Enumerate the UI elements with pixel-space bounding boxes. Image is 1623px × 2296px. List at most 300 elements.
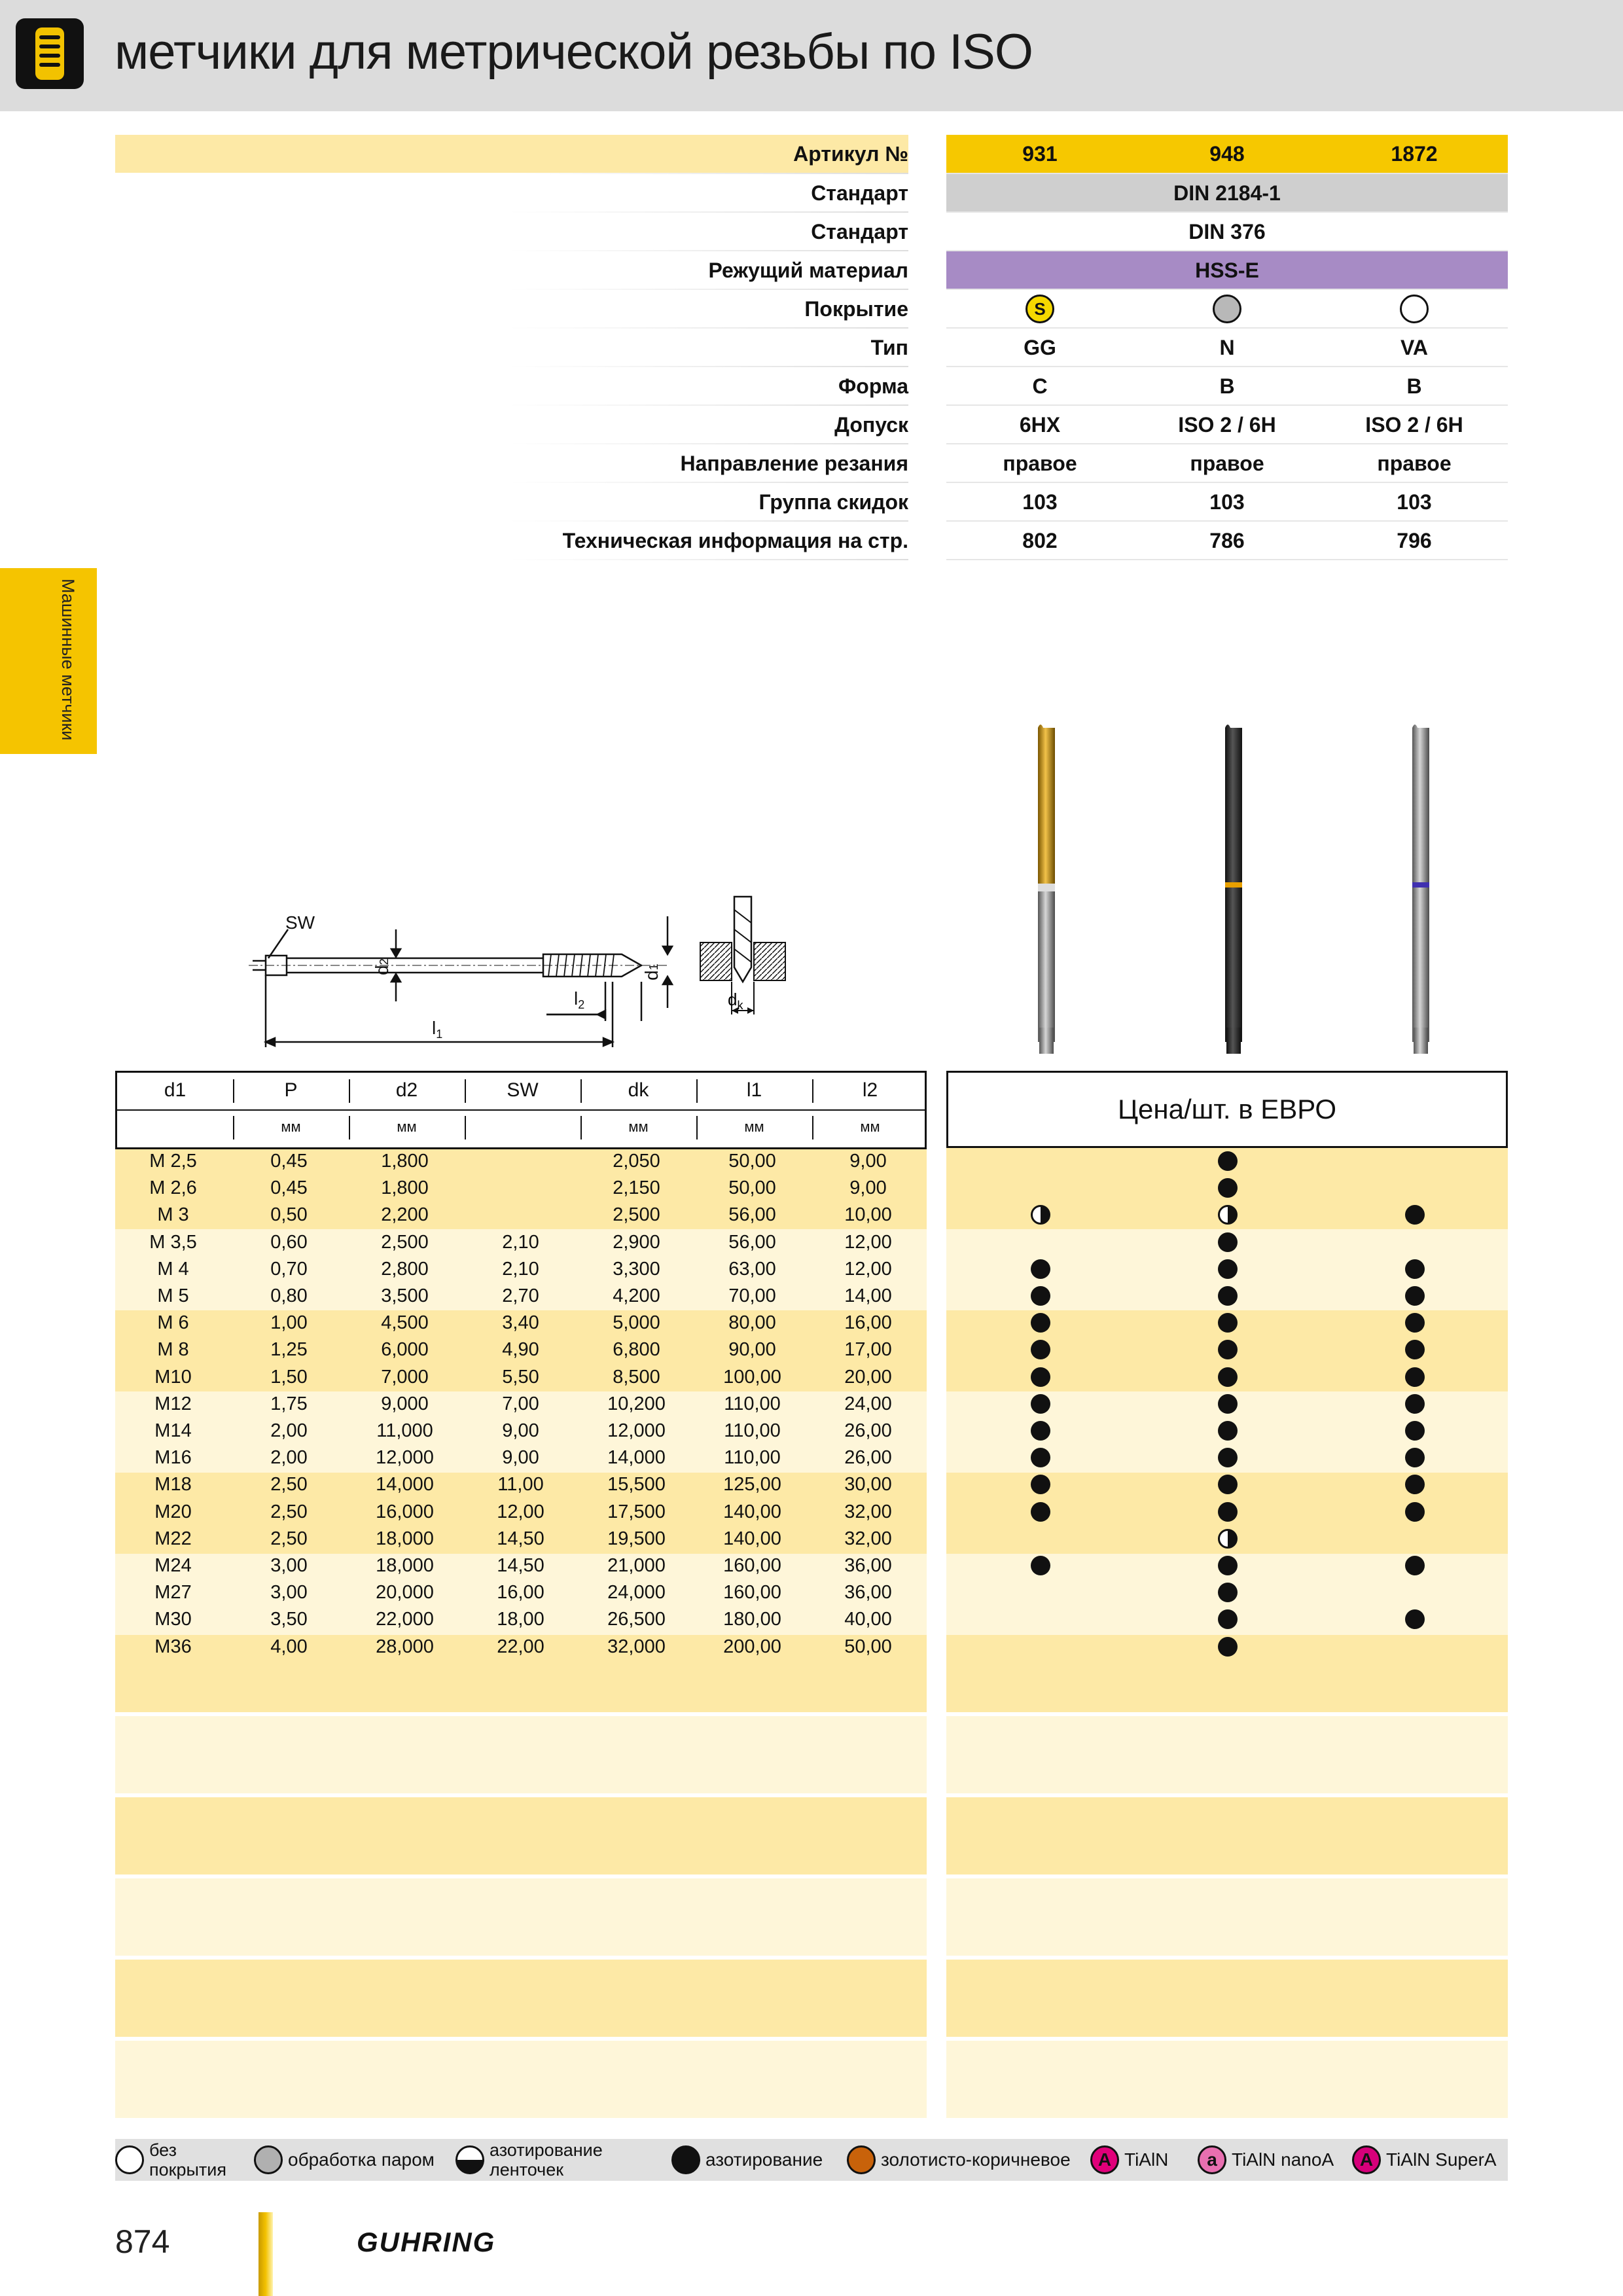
table-cell: M10 — [154, 1366, 192, 1388]
available-dot-icon[interactable] — [1218, 1259, 1238, 1279]
table-cell: M24 — [154, 1555, 192, 1576]
property-value: правое — [1190, 452, 1264, 475]
table-cell: 11,00 — [497, 1474, 544, 1496]
available-dot-icon[interactable] — [1031, 1502, 1050, 1522]
table-cell: 3,300 — [613, 1258, 660, 1280]
table-cell: 16,000 — [376, 1501, 434, 1522]
table-cell: M14 — [154, 1420, 192, 1441]
row-divider — [946, 289, 1508, 290]
tap-1872-photo-icon — [1412, 725, 1429, 1054]
column-header-sw: SW — [507, 1079, 539, 1101]
table-cell: 2,050 — [613, 1151, 660, 1172]
price-header: Цена/шт. в ЕВРО — [946, 1071, 1508, 1148]
price-band — [946, 2041, 1508, 2118]
property-label: Стандарт — [811, 181, 908, 205]
table-cell: M36 — [154, 1636, 192, 1657]
row-band — [115, 1878, 927, 1956]
column-unit: мм — [744, 1119, 764, 1135]
table-cell: 110,00 — [724, 1393, 781, 1414]
property-row — [115, 329, 1508, 367]
table-cell: 5,50 — [502, 1366, 539, 1388]
table-cell: M 5 — [157, 1285, 189, 1306]
property-value: 802 — [1022, 529, 1058, 552]
table-cell: 32,00 — [844, 1528, 892, 1549]
tap-category-icon — [16, 18, 84, 89]
property-value: правое — [1003, 452, 1077, 475]
row-band — [115, 1716, 927, 1793]
svg-text:l1: $l_1$ — [432, 1018, 443, 1041]
table-cell: M16 — [154, 1447, 192, 1469]
standard2-value: DIN 376 — [1188, 220, 1266, 243]
property-value: B — [1219, 374, 1235, 398]
table-cell: 50,00 — [844, 1636, 892, 1657]
side-tab[interactable] — [0, 568, 97, 754]
price-band — [946, 1716, 1508, 1793]
table-cell: 21,000 — [607, 1555, 666, 1576]
table-cell: 2,00 — [270, 1447, 308, 1469]
column-header-p: P — [284, 1079, 298, 1101]
legend-item — [115, 2139, 228, 2181]
tap-948-photo-icon — [1225, 725, 1242, 1054]
standard1-value: DIN 2184-1 — [1173, 181, 1281, 205]
legend-label: обработка паром — [288, 2149, 435, 2170]
table-cell: 8,500 — [613, 1366, 660, 1388]
coating-steam-icon: S — [1026, 295, 1054, 323]
property-value: ISO 2 / 6H — [1178, 413, 1276, 437]
row-divider — [508, 482, 908, 483]
svg-text:d1: d1 — [641, 963, 662, 980]
svg-text:dk: $d_k$ — [728, 990, 743, 1012]
table-cell: 80,00 — [728, 1312, 776, 1334]
table-cell: M 3,5 — [149, 1231, 197, 1253]
table-cell: 2,50 — [270, 1501, 308, 1522]
row-divider — [508, 404, 908, 406]
legend-symbol-icon — [254, 2145, 283, 2174]
column-separator — [465, 1079, 466, 1103]
row-divider — [946, 559, 1508, 560]
table-cell: 24,000 — [607, 1582, 666, 1604]
table-cell: 0,80 — [270, 1285, 308, 1306]
table-cell: 0,45 — [270, 1151, 308, 1172]
row-divider — [508, 443, 908, 444]
table-cell: M 4 — [157, 1258, 189, 1280]
table-cell: 15,500 — [607, 1474, 666, 1496]
table-cell: 1,50 — [270, 1366, 308, 1388]
table-cell: 1,75 — [270, 1393, 308, 1414]
row-divider — [508, 289, 908, 290]
table-cell: M 8 — [157, 1339, 189, 1361]
available-dot-icon[interactable] — [1031, 1421, 1050, 1441]
column-separator — [580, 1116, 582, 1139]
legend-item — [455, 2139, 620, 2181]
row-divider — [946, 520, 1508, 522]
property-label: Форма — [838, 374, 908, 398]
table-cell: 0,70 — [270, 1258, 308, 1280]
property-value: 103 — [1022, 490, 1058, 514]
table-cell: M 3 — [157, 1204, 189, 1226]
svg-text:d2: d2 — [372, 958, 392, 975]
table-cell: M27 — [154, 1582, 192, 1604]
table-cell: 9,00 — [849, 1177, 887, 1199]
table-cell: 140,00 — [723, 1501, 781, 1522]
available-dot-icon[interactable] — [1218, 1232, 1238, 1252]
property-row — [115, 406, 1508, 444]
table-cell: 56,00 — [728, 1204, 776, 1226]
property-row — [115, 444, 1508, 482]
row-divider — [508, 366, 908, 367]
table-cell: 12,00 — [844, 1231, 892, 1253]
legend-item — [847, 2139, 1071, 2181]
available-dot-icon[interactable] — [1405, 1394, 1425, 1414]
column-separator — [696, 1079, 698, 1103]
table-cell: 110,00 — [724, 1420, 781, 1441]
available-dot-icon[interactable] — [1405, 1313, 1425, 1333]
table-cell: 22,000 — [376, 1609, 434, 1630]
row-divider — [508, 559, 908, 560]
table-cell: 180,00 — [723, 1609, 781, 1630]
legend-item — [671, 2139, 823, 2181]
table-cell: 2,50 — [270, 1528, 308, 1549]
property-row — [115, 367, 1508, 405]
legend-label: TiAlN nanoA — [1232, 2149, 1334, 2170]
row-band — [115, 1960, 927, 2037]
available-dot-icon[interactable] — [1405, 1556, 1425, 1575]
table-cell: 18,00 — [497, 1609, 544, 1630]
table-cell: M 6 — [157, 1312, 189, 1334]
table-cell: 3,50 — [270, 1609, 308, 1630]
price-band — [946, 1878, 1508, 1956]
table-cell: 7,000 — [381, 1366, 429, 1388]
table-cell: 6,800 — [613, 1339, 660, 1361]
table-cell: 16,00 — [844, 1312, 892, 1334]
table-cell: 22,00 — [497, 1636, 544, 1657]
table-cell: 140,00 — [723, 1528, 781, 1549]
legend-symbol-icon — [671, 2145, 700, 2174]
table-cell: M 2,5 — [149, 1151, 197, 1172]
table-cell: M20 — [154, 1501, 192, 1522]
available-dot-icon[interactable] — [1031, 1394, 1050, 1414]
table-cell: 0,50 — [270, 1204, 308, 1226]
available-dot-icon[interactable] — [1218, 1313, 1238, 1333]
article-948[interactable]: 948 — [1209, 142, 1245, 166]
available-dot-icon[interactable] — [1031, 1448, 1050, 1467]
row-divider — [946, 211, 1508, 213]
legend-label: без покрытия — [149, 2140, 226, 2179]
available-dot-icon[interactable] — [1031, 1367, 1050, 1387]
available-dot-icon[interactable] — [1218, 1286, 1238, 1306]
table-cell: 2,70 — [502, 1285, 539, 1306]
column-unit: мм — [397, 1119, 417, 1135]
column-unit: мм — [860, 1119, 880, 1135]
tap-931-photo-icon — [1038, 725, 1055, 1054]
table-cell: 9,000 — [381, 1393, 429, 1414]
property-value: C — [1032, 374, 1048, 398]
table-cell: 4,200 — [613, 1285, 660, 1306]
table-cell: 2,800 — [381, 1258, 429, 1280]
available-dot-icon[interactable] — [1031, 1556, 1050, 1575]
table-cell: 4,500 — [381, 1312, 429, 1334]
table-cell: 9,00 — [849, 1151, 887, 1172]
available-dot-icon[interactable] — [1031, 1286, 1050, 1306]
property-row — [115, 522, 1508, 560]
column-separator — [349, 1079, 350, 1103]
available-dot-icon[interactable] — [1405, 1502, 1425, 1522]
table-header — [115, 1071, 927, 1149]
table-cell: M12 — [154, 1393, 192, 1414]
table-cell: 50,00 — [728, 1151, 776, 1172]
table-cell: 2,500 — [381, 1231, 429, 1253]
property-label: Техническая информация на стр. — [562, 529, 908, 552]
property-value: 796 — [1397, 529, 1432, 552]
property-value: 103 — [1209, 490, 1245, 514]
column-separator — [580, 1079, 582, 1103]
row-band — [115, 1797, 927, 1874]
table-cell: 160,00 — [723, 1582, 781, 1604]
row-divider — [946, 366, 1508, 367]
column-separator — [696, 1116, 698, 1139]
table-cell: 1,25 — [270, 1339, 308, 1361]
table-cell: 18,000 — [376, 1555, 434, 1576]
row-divider — [946, 443, 1508, 444]
table-cell: M 2,6 — [149, 1177, 197, 1199]
property-label: Покрытие — [804, 297, 908, 321]
legend-label: золотисто-коричневое — [881, 2149, 1071, 2170]
header-divider — [117, 1109, 925, 1111]
table-cell: 3,500 — [381, 1285, 429, 1306]
property-label: Группа скидок — [758, 490, 908, 514]
table-cell: 14,000 — [607, 1447, 666, 1469]
table-cell: 1,800 — [381, 1151, 429, 1172]
material-value: HSS-E — [1195, 259, 1259, 282]
column-separator — [812, 1116, 813, 1139]
table-cell: 63,00 — [728, 1258, 776, 1280]
table-cell: 14,50 — [497, 1555, 544, 1576]
legend-label: TiAlN SuperA — [1386, 2149, 1497, 2170]
property-value: правое — [1377, 452, 1452, 475]
side-tab-label: Машинные метчики — [58, 579, 78, 741]
column-header-dk: dk — [628, 1079, 649, 1101]
table-cell: 90,00 — [728, 1339, 776, 1361]
page-header — [0, 0, 1623, 111]
legend-item — [1198, 2139, 1334, 2181]
available-dot-icon[interactable] — [1218, 1556, 1238, 1575]
coating-oxide-icon — [1213, 295, 1241, 323]
property-row-coating — [115, 290, 1508, 328]
legend-symbol-icon: A — [1090, 2145, 1119, 2174]
row-divider — [946, 482, 1508, 483]
legend-symbol-icon — [115, 2145, 144, 2174]
available-dot-icon[interactable] — [1031, 1313, 1050, 1333]
column-separator — [233, 1116, 234, 1139]
table-cell: 26,00 — [844, 1420, 892, 1441]
row-divider — [946, 173, 1508, 174]
legend-item — [1090, 2139, 1168, 2181]
property-value: GG — [1024, 336, 1056, 359]
table-cell: 12,000 — [376, 1447, 434, 1469]
available-dot-icon[interactable] — [1218, 1394, 1238, 1414]
available-dot-icon[interactable] — [1218, 1151, 1238, 1171]
column-separator — [349, 1116, 350, 1139]
table-cell: 70,00 — [728, 1285, 776, 1306]
column-header-d1: d1 — [164, 1079, 187, 1101]
available-dot-icon[interactable] — [1405, 1286, 1425, 1306]
table-cell: 2,200 — [381, 1204, 429, 1226]
property-row-article — [115, 135, 1508, 173]
property-label: Тип — [870, 336, 908, 359]
available-dot-icon[interactable] — [1405, 1367, 1425, 1387]
table-cell: 24,00 — [844, 1393, 892, 1414]
coating-bright-icon — [1400, 295, 1429, 323]
table-cell: 11,000 — [376, 1420, 433, 1441]
row-divider — [946, 250, 1508, 251]
table-cell: 2,150 — [613, 1177, 660, 1199]
available-dot-icon[interactable] — [1031, 1259, 1050, 1279]
price-band — [946, 1960, 1508, 2037]
table-cell: 4,00 — [270, 1636, 308, 1657]
table-cell: 14,00 — [844, 1285, 892, 1306]
table-cell: 36,00 — [844, 1582, 892, 1604]
table-cell: 0,45 — [270, 1177, 308, 1199]
table-cell: 9,00 — [502, 1447, 539, 1469]
column-unit: мм — [281, 1119, 301, 1135]
table-cell: 3,00 — [270, 1555, 308, 1576]
legend-symbol-icon: a — [1198, 2145, 1226, 2174]
row-divider — [508, 211, 908, 213]
available-dot-icon[interactable] — [1405, 1448, 1425, 1467]
table-cell: 19,500 — [607, 1528, 666, 1549]
legend-label: азотирование — [705, 2149, 823, 2170]
property-row-standard2 — [115, 213, 1508, 251]
table-cell: 110,00 — [724, 1447, 781, 1469]
column-header-l1: l1 — [746, 1079, 762, 1101]
available-dot-icon[interactable] — [1405, 1259, 1425, 1279]
svg-text:l2: $l_2$ — [574, 988, 585, 1011]
row-divider — [946, 404, 1508, 406]
column-unit: мм — [628, 1119, 649, 1135]
property-value: 786 — [1209, 529, 1245, 552]
table-cell: 56,00 — [728, 1231, 776, 1253]
table-cell: 36,00 — [844, 1555, 892, 1576]
table-cell: 6,000 — [381, 1339, 429, 1361]
table-cell: 14,000 — [376, 1474, 434, 1496]
page-title: метчики для метрической резьбы по ISO — [115, 24, 1033, 80]
page-number: 874 — [115, 2223, 170, 2260]
table-cell: 0,60 — [270, 1231, 308, 1253]
table-cell: 2,500 — [613, 1204, 660, 1226]
table-cell: 2,900 — [613, 1231, 660, 1253]
property-value: N — [1219, 336, 1235, 359]
table-cell: 3,00 — [270, 1582, 308, 1604]
product-photos — [1014, 720, 1446, 1060]
half-dot-icon[interactable] — [1218, 1529, 1238, 1549]
property-label: Артикул № — [793, 142, 908, 166]
table-cell: M18 — [154, 1474, 192, 1496]
table-cell: 200,00 — [723, 1636, 781, 1657]
table-cell: 50,00 — [728, 1177, 776, 1199]
table-cell: 10,200 — [607, 1393, 666, 1414]
table-cell: M30 — [154, 1609, 192, 1630]
column-separator — [233, 1079, 234, 1103]
price-band — [946, 1797, 1508, 1874]
available-dot-icon[interactable] — [1405, 1421, 1425, 1441]
legend-symbol-icon — [455, 2145, 484, 2174]
property-value: B — [1406, 374, 1422, 398]
table-cell: 20,000 — [376, 1582, 434, 1604]
table-cell: 18,000 — [376, 1528, 434, 1549]
table-cell: 2,00 — [270, 1420, 308, 1441]
table-cell: 3,40 — [502, 1312, 539, 1334]
brand-logo: GUHRING — [357, 2227, 496, 2257]
article-1872[interactable]: 1872 — [1391, 142, 1438, 166]
table-cell: 17,00 — [844, 1339, 892, 1361]
article-931[interactable]: 931 — [1022, 142, 1058, 166]
hole-drawing — [694, 890, 792, 1021]
table-cell: 26,500 — [607, 1609, 666, 1630]
column-header-l2: l2 — [862, 1079, 878, 1101]
footer-accent-bar — [259, 2212, 273, 2296]
property-row — [115, 483, 1508, 521]
property-label: Режущий материал — [708, 259, 908, 282]
table-cell: 2,10 — [502, 1231, 539, 1253]
legend-symbol-icon — [847, 2145, 876, 2174]
coating-legend — [115, 2139, 1508, 2181]
row-divider — [508, 327, 908, 329]
legend-symbol-icon: A — [1352, 2145, 1381, 2174]
property-row-material — [115, 251, 1508, 289]
table-cell: 28,000 — [376, 1636, 434, 1657]
table-cell: 9,00 — [502, 1420, 539, 1441]
label-sw: SW — [285, 912, 315, 933]
property-value: ISO 2 / 6H — [1365, 413, 1463, 437]
table-cell: 7,00 — [502, 1393, 539, 1414]
row-band — [115, 2041, 927, 2118]
property-value: 103 — [1397, 490, 1432, 514]
row-divider — [946, 327, 1508, 329]
available-dot-icon[interactable] — [1218, 1367, 1238, 1387]
available-dot-icon[interactable] — [1218, 1502, 1238, 1522]
row-divider — [508, 173, 908, 174]
property-label: Направление резания — [680, 452, 908, 475]
table-cell: 32,000 — [607, 1636, 666, 1657]
available-dot-icon[interactable] — [1218, 1448, 1238, 1467]
available-dot-icon[interactable] — [1218, 1178, 1238, 1198]
column-separator — [812, 1079, 813, 1103]
legend-item — [254, 2139, 435, 2181]
property-value: 6HX — [1019, 413, 1061, 437]
available-dot-icon[interactable] — [1218, 1421, 1238, 1441]
table-cell: 16,00 — [497, 1582, 544, 1604]
table-cell: 20,00 — [844, 1366, 892, 1388]
table-cell: 10,00 — [844, 1204, 892, 1226]
table-cell: 5,000 — [613, 1312, 660, 1334]
table-cell: 12,000 — [607, 1420, 666, 1441]
property-value: VA — [1400, 336, 1429, 359]
table-cell: 2,50 — [270, 1474, 308, 1496]
available-dot-icon[interactable] — [1218, 1637, 1238, 1657]
table-cell: 40,00 — [844, 1609, 892, 1630]
table-cell: 160,00 — [723, 1555, 781, 1576]
legend-label: TiAlN — [1124, 2149, 1169, 2170]
table-cell: 1,800 — [381, 1177, 429, 1199]
row-divider — [508, 520, 908, 522]
property-label: Допуск — [834, 413, 908, 437]
column-separator — [465, 1116, 466, 1139]
legend-label: азотирование ленточек — [490, 2140, 603, 2179]
row-divider — [508, 250, 908, 251]
table-cell: 26,00 — [844, 1447, 892, 1469]
available-dot-icon[interactable] — [1218, 1583, 1238, 1602]
table-cell: 125,00 — [723, 1474, 781, 1496]
